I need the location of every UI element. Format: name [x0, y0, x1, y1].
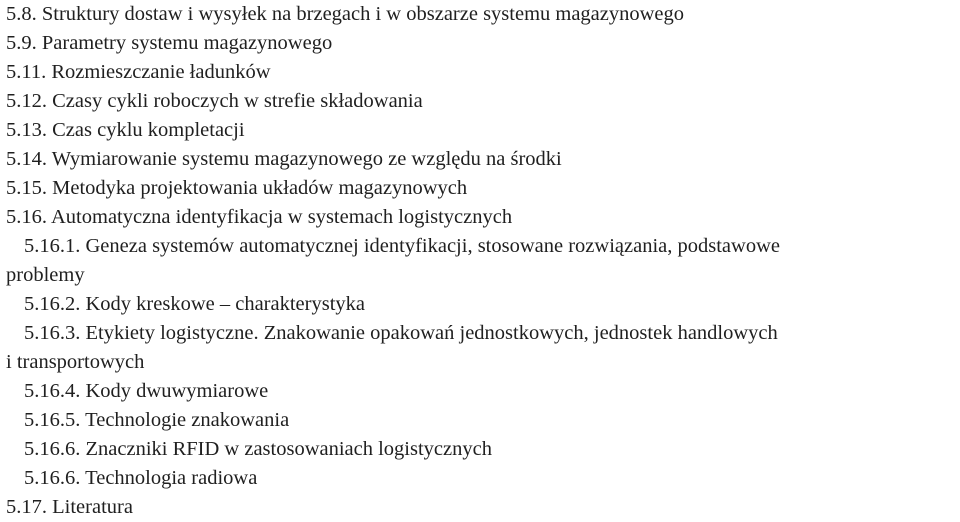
toc-entry: 5.13. Czas cyklu kompletacji	[6, 119, 245, 141]
toc-entry: 5.12. Czasy cykli roboczych w strefie składowania	[6, 90, 423, 112]
toc-subentry-continuation: problemy	[6, 264, 85, 286]
toc-entry: 5.17. Literatura	[6, 496, 133, 518]
toc-subentry: 5.16.6. Znaczniki RFID w zastosowaniach logistycznych	[24, 438, 492, 460]
toc-subentry: 5.16.3. Etykiety logistyczne. Znakowanie opakowań jednostkowych, jednostek handlowych	[24, 322, 778, 344]
toc-entry: 5.9. Parametry systemu magazynowego	[6, 32, 333, 54]
toc-entry: 5.15. Metodyka projektowania układów magazynowych	[6, 177, 468, 199]
toc-entry: 5.11. Rozmieszczanie ładunków	[6, 61, 271, 83]
toc-subentry-continuation: i transportowych	[6, 351, 145, 373]
toc-entry: 5.16. Automatyczna identyfikacja w systemach logistycznych	[6, 206, 513, 228]
toc-entry: 5.14. Wymiarowanie systemu magazynowego ze względu na środki	[6, 148, 562, 170]
toc-subentry: 5.16.2. Kody kreskowe – charakterystyka	[24, 293, 366, 315]
toc-subentry: 5.16.4. Kody dwuwymiarowe	[24, 380, 269, 402]
toc-entry: 5.8. Struktury dostaw i wysyłek na brzegach i w obszarze systemu magazynowego	[6, 3, 685, 25]
toc-subentry: 5.16.5. Technologie znakowania	[24, 409, 290, 431]
toc-subentry: 5.16.6. Technologia radiowa	[24, 467, 258, 489]
toc-subentry: 5.16.1. Geneza systemów automatycznej identyfikacji, stosowane rozwiązania, podstawowe	[24, 235, 780, 257]
